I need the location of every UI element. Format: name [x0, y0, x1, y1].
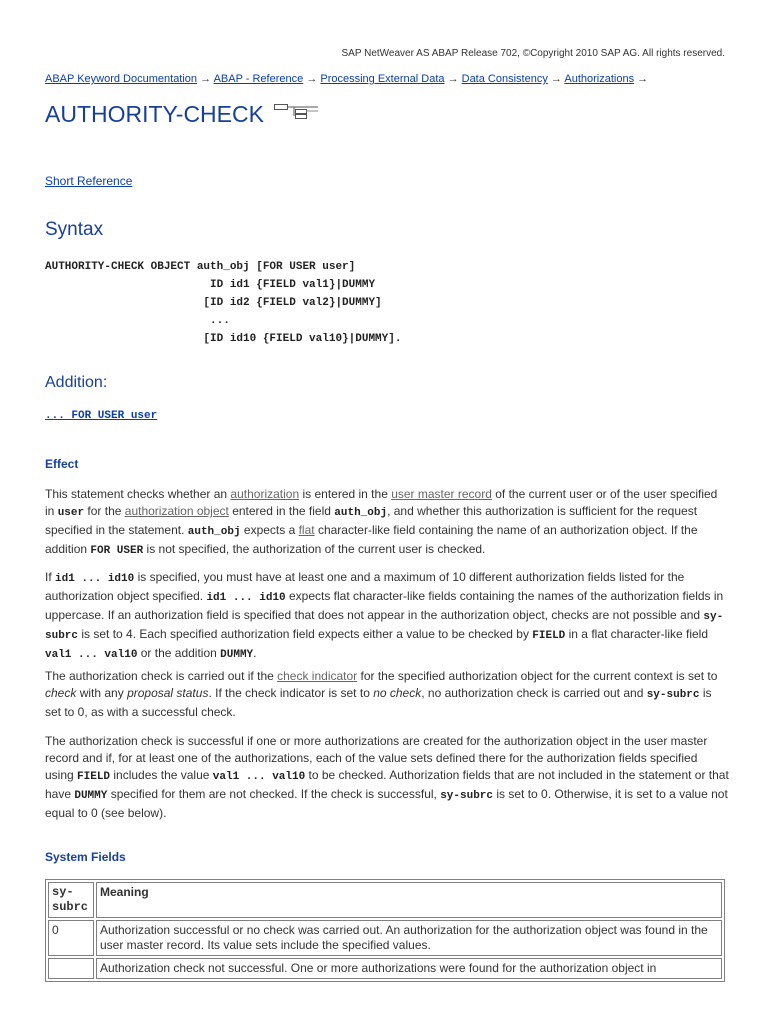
column-header-sy-subrc: sy-subrc: [48, 882, 94, 918]
table-header-row: [48, 882, 722, 918]
syntax-line: [ID id10 {FIELD val10}|DUMMY].: [45, 333, 402, 345]
short-reference-link[interactable]: Short Reference: [45, 174, 133, 188]
breadcrumb-arrow: →: [200, 73, 212, 85]
breadcrumb: [45, 73, 648, 85]
syntax-line: AUTHORITY-CHECK OBJECT auth_obj [FOR USER user]: [45, 261, 356, 273]
syntax-heading: Syntax: [45, 219, 104, 240]
page-title-text: AUTHORITY-CHECK: [45, 101, 264, 127]
table-cell-code: [48, 958, 94, 979]
breadcrumb-link-keyword-documentation[interactable]: ABAP Keyword Documentation: [45, 73, 198, 85]
authorization-link[interactable]: authorization: [230, 487, 300, 501]
page-title: [45, 101, 318, 129]
effect-paragraph-3: The authorization check is carried out if the check indicator for the specified authorization object for the current context is set to check with any proposal status. If the check indicator is set to no check, no authorization check is carried out and sy-subrc is set to 0, as with a successful check.: [45, 669, 718, 719]
effect-heading: Effect: [45, 457, 79, 471]
breadcrumb-link-data-consistency[interactable]: Data Consistency: [461, 73, 548, 85]
table-row: [48, 958, 722, 979]
table-cell-meaning: Authorization successful or no check was carried out. An authorization for the authorization object was found in the user master record. Its value sets include the specified values.: [96, 920, 722, 956]
user-master-record-link[interactable]: user master record: [391, 487, 492, 501]
breadcrumb-link-processing-external-data[interactable]: Processing External Data: [320, 73, 445, 85]
breadcrumb-link-abap-reference[interactable]: ABAP - Reference: [213, 73, 304, 85]
effect-paragraph-1: This statement checks whether an authorization is entered in the user master record of the current user or of the user specified in user for the authorization object entered in the field auth_obj, and whether this authorization is sufficient for the request specified in the statement. auth_obj expects a flat character-like field containing the name of an authorization object. If the addition FOR USER is not specified, the authorization of the current user is checked.: [45, 487, 718, 557]
breadcrumb-link-authorizations[interactable]: Authorizations: [564, 73, 635, 85]
authorization-object-link[interactable]: authorization object: [124, 504, 229, 518]
check-indicator-link[interactable]: check indicator: [277, 669, 358, 683]
table-cell-code: 0: [48, 920, 94, 956]
breadcrumb-arrow: →: [447, 73, 459, 85]
hierarchy-tree-icon[interactable]: [274, 99, 318, 126]
syntax-line: ...: [45, 315, 230, 327]
effect-paragraph-2: If id1 ... id10 is specified, you must have at least one and a maximum of 10 different authorization fields listed for the authorization object specified. id1 ... id10 expects flat character-like fields containing the names of the authorization fields in uppercase. If an authorization field is specified that does not appear in the authorization object, checks are not possible and sy-subrc is set to 4. Each specified authorization field expects either a value to be checked by FIELD in a flat character-like field val1 ... val10 or the addition DUMMY.: [45, 570, 724, 661]
addition-heading: Addition:: [45, 374, 108, 391]
column-header-meaning: Meaning: [96, 882, 722, 918]
syntax-line: ID id1 {FIELD val1}|DUMMY: [45, 279, 376, 291]
effect-paragraph-4: The authorization check is successful if one or more authorizations are created for the authorization object in the user master record and if, for at least one of the authorizations, each of the value sets defined there for the authorization fields specified using FIELD includes the value val1 ... val10 to be checked. Authorization fields that are not included in the statement or that have DUMMY specified for them are not checked. If the check is successful, sy-subrc is set to 0. Otherwise, it is set to a value not equal to 0 (see below).: [45, 734, 729, 820]
syntax-code-block: [45, 258, 401, 348]
breadcrumb-arrow: →: [637, 73, 649, 85]
copyright-notice: SAP NetWeaver AS ABAP Release 702, ©Copyright 2010 SAP AG. All rights reserved.: [341, 48, 725, 59]
breadcrumb-arrow: →: [550, 73, 562, 85]
system-fields-table: [45, 879, 725, 982]
system-fields-heading: System Fields: [45, 850, 126, 864]
breadcrumb-arrow: →: [306, 73, 318, 85]
addition-for-user-link[interactable]: ... FOR USER user: [45, 410, 158, 422]
syntax-line: [ID id2 {FIELD val2}|DUMMY]: [45, 297, 382, 309]
table-cell-meaning: Authorization check not successful. One or more authorizations were found for the authorization object in: [96, 958, 722, 979]
table-row: [48, 920, 722, 956]
flat-link[interactable]: flat: [298, 523, 315, 537]
